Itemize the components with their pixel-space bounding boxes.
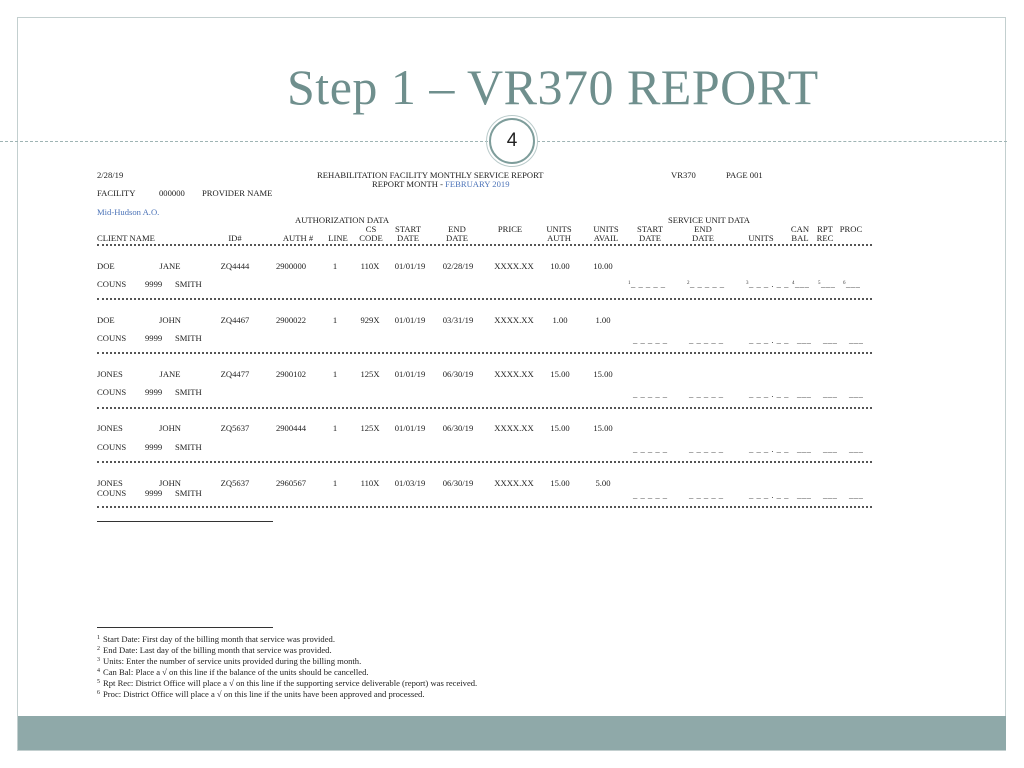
cell-end: 06/30/19 [442, 478, 474, 488]
cell-price: XXXX.XX [494, 261, 534, 271]
col-proc: PROC [839, 224, 863, 234]
blank-can-bal: $^4$___ [792, 279, 810, 289]
blank-can-bal: ___ [797, 389, 812, 399]
end-rule [97, 521, 273, 522]
cell-last: DOE [97, 261, 115, 271]
col-price: PRICE [497, 224, 523, 234]
cell-start: 01/03/19 [394, 478, 426, 488]
cell-price: XXXX.XX [494, 423, 534, 433]
cell-start: 01/01/19 [394, 261, 426, 271]
auth-section-title: AUTHORIZATION DATA [295, 215, 390, 225]
col-can-2: BAL [791, 233, 809, 243]
report-month [372, 180, 510, 189]
cell-auth: 2900022 [275, 315, 307, 325]
blank-start-date: $^1$_ _ _ _ _ [628, 279, 666, 289]
cell-units-avail: 15.00 [593, 423, 613, 433]
office-name: Mid-Hudson A.O. [97, 207, 160, 217]
cell-line: 1 [332, 478, 338, 488]
cell-units-auth: 15.00 [550, 423, 570, 433]
col-su-units: UNITS [748, 233, 774, 243]
cell-couns: COUNS [97, 333, 127, 343]
cell-end: 02/28/19 [442, 261, 474, 271]
blank-proc: ___ [849, 389, 864, 399]
cell-units-auth: 1.00 [552, 315, 568, 325]
cell-last: JONES [97, 423, 123, 433]
report-page: PAGE 001 [726, 170, 763, 180]
facility-label: FACILITY [97, 188, 136, 198]
cell-auth: 2900102 [275, 369, 307, 379]
blank-proc: ___ [849, 335, 864, 345]
footnote [97, 635, 335, 644]
cell-start: 01/01/19 [394, 369, 426, 379]
blank-rpt-rec: ___ [823, 444, 838, 454]
col-auth: AUTH # [282, 233, 314, 243]
blank-can-bal: ___ [797, 444, 812, 454]
cell-price: XXXX.XX [494, 369, 534, 379]
cell-first: JOHN [159, 423, 181, 433]
col-su-end-1: END [694, 224, 712, 234]
blank-can-bal: ___ [797, 490, 812, 500]
separator [97, 352, 872, 356]
col-units-avail-2: AVAIL [593, 233, 619, 243]
blank-units: _ _ _ . _ _ [749, 444, 789, 454]
cell-first: JOHN [159, 478, 181, 488]
cell-first: JANE [159, 261, 181, 271]
separator [97, 407, 872, 411]
cell-couns-name: SMITH [175, 279, 202, 289]
footnote-text: Rpt Rec: District Office will place a √ on this line if the supporting service deliverable (report) was received. [103, 678, 478, 688]
cell-end: 06/30/19 [442, 423, 474, 433]
col-end-1: END [448, 224, 466, 234]
cell-price: XXXX.XX [494, 478, 534, 488]
col-line: LINE [328, 233, 348, 243]
cell-couns-num: 9999 [145, 488, 163, 498]
cell-price: XXXX.XX [494, 315, 534, 325]
separator [97, 244, 872, 248]
col-start-2: DATE [397, 233, 419, 243]
cell-couns-name: SMITH [175, 387, 202, 397]
cell-line: 1 [332, 261, 338, 271]
blank-rpt-rec: $^5$___ [818, 279, 836, 289]
cell-id: ZQ4467 [220, 315, 250, 325]
cell-first: JOHN [159, 315, 181, 325]
divider-right [537, 141, 1007, 142]
cell-auth: 2900444 [275, 423, 307, 433]
blank-start-date: _ _ _ _ _ [633, 490, 668, 500]
col-units-auth-2: AUTH [547, 233, 571, 243]
cell-last: JONES [97, 478, 123, 488]
cell-id: ZQ5637 [220, 478, 250, 488]
blank-units: $^3$_ _ _ . _ _ [746, 279, 789, 289]
cell-auth: 2900000 [275, 261, 307, 271]
footnote-text: Start Date: First day of the billing month that service was provided. [103, 634, 335, 644]
col-su-start-1: START [636, 224, 664, 234]
footnote [97, 668, 369, 677]
blank-start-date: _ _ _ _ _ [633, 444, 668, 454]
slide-number-badge [489, 118, 535, 164]
footnote-number: 5 [97, 679, 100, 685]
report-month-label: REPORT MONTH - [372, 179, 443, 189]
cell-units-auth: 15.00 [550, 369, 570, 379]
blank-end-date: _ _ _ _ _ [689, 490, 724, 500]
footnote-number: 3 [97, 657, 100, 663]
blank-end-date: _ _ _ _ _ [689, 335, 724, 345]
cell-end: 06/30/19 [442, 369, 474, 379]
cell-line: 1 [332, 315, 338, 325]
cell-couns-name: SMITH [175, 333, 202, 343]
cell-end: 03/31/19 [442, 315, 474, 325]
cell-couns: COUNS [97, 442, 127, 452]
cell-first: JANE [159, 369, 181, 379]
col-rpt-2: REC [816, 233, 834, 243]
cell-id: ZQ4477 [220, 369, 250, 379]
blank-units: _ _ _ . _ _ [749, 490, 789, 500]
blank-proc: ___ [849, 490, 864, 500]
footnote-rule [97, 627, 273, 628]
cell-cs: 110X [360, 261, 380, 271]
footnote [97, 690, 424, 699]
blank-units: _ _ _ . _ _ [749, 389, 789, 399]
blank-start-date: _ _ _ _ _ [633, 335, 668, 345]
cell-couns-num: 9999 [145, 387, 163, 397]
bottom-band [18, 716, 1006, 750]
footnote [97, 646, 332, 655]
cell-units-avail: 1.00 [595, 315, 611, 325]
cell-start: 01/01/19 [394, 315, 426, 325]
cell-units-auth: 15.00 [550, 478, 570, 488]
col-start-1: START [394, 224, 422, 234]
blank-can-bal: ___ [797, 335, 812, 345]
cell-couns: COUNS [97, 279, 127, 289]
blank-rpt-rec: ___ [823, 389, 838, 399]
separator [97, 298, 872, 302]
footnote-number: 6 [97, 690, 100, 696]
cell-couns: COUNS [97, 488, 127, 498]
cell-last: JONES [97, 369, 123, 379]
cell-id: ZQ5637 [220, 423, 250, 433]
cell-last: DOE [97, 315, 115, 325]
cell-cs: 110X [360, 478, 380, 488]
col-client-name: CLIENT NAME [97, 233, 155, 243]
blank-end-date: $^2$_ _ _ _ _ [687, 279, 725, 289]
blank-proc: ___ [849, 444, 864, 454]
blank-rpt-rec: ___ [823, 335, 838, 345]
cell-id: ZQ4444 [220, 261, 250, 271]
footnote-text: Units: Enter the number of service units provided during the billing month. [103, 656, 362, 666]
blank-proc: $^6$___ [843, 279, 861, 289]
col-can-1: CAN [790, 224, 810, 234]
report-date: 2/28/19 [97, 170, 124, 180]
cell-line: 1 [332, 369, 338, 379]
cell-couns-num: 9999 [145, 333, 163, 343]
cell-cs: 929X [360, 315, 380, 325]
blank-end-date: _ _ _ _ _ [689, 444, 724, 454]
divider-left [0, 141, 488, 142]
footnote-number: 1 [97, 635, 100, 641]
footnote [97, 679, 477, 688]
cell-couns-num: 9999 [145, 442, 163, 452]
slide-number: 4 [506, 130, 518, 151]
cell-couns: COUNS [97, 387, 127, 397]
col-units-avail-1: UNITS [593, 224, 619, 234]
col-rpt-1: RPT [817, 224, 833, 234]
cell-start: 01/01/19 [394, 423, 426, 433]
separator [97, 506, 872, 510]
cell-cs: 125X [360, 369, 380, 379]
col-su-start-2: DATE [639, 233, 661, 243]
provider-name: PROVIDER NAME [202, 188, 273, 198]
col-cs-2: CODE [359, 233, 383, 243]
footnote-number: 2 [97, 646, 100, 652]
blank-start-date: _ _ _ _ _ [633, 389, 668, 399]
report-id: VR370 [671, 170, 696, 180]
blank-units: _ _ _ . _ _ [749, 335, 789, 345]
cell-cs: 125X [360, 423, 380, 433]
blank-rpt-rec: ___ [823, 490, 838, 500]
col-end-2: DATE [446, 233, 468, 243]
col-su-end-2: DATE [692, 233, 714, 243]
footnote-text: Can Bal: Place a √ on this line if the balance of the units should be cancelled. [103, 667, 369, 677]
service-section-title: SERVICE UNIT DATA [668, 215, 751, 225]
footnote [97, 657, 361, 666]
blank-end-date: _ _ _ _ _ [689, 389, 724, 399]
footnote-text: Proc: District Office will place a √ on this line if the units have been approved and processed. [103, 689, 425, 699]
cell-line: 1 [332, 423, 338, 433]
cell-units-avail: 5.00 [595, 478, 611, 488]
col-id: ID# [228, 233, 242, 243]
cell-couns-name: SMITH [175, 442, 202, 452]
cell-units-auth: 10.00 [550, 261, 570, 271]
footnote-number: 4 [97, 668, 100, 674]
col-units-auth-1: UNITS [546, 224, 572, 234]
footnote-text: End Date: Last day of the billing month that service was provided. [103, 645, 332, 655]
cell-units-avail: 15.00 [593, 369, 613, 379]
col-cs-1: CS [365, 224, 377, 234]
cell-couns-name: SMITH [175, 488, 202, 498]
report-month-value: FEBRUARY 2019 [445, 179, 510, 189]
report-title: REHABILITATION FACILITY MONTHLY SERVICE REPORT [317, 170, 544, 180]
slide-title: Step 1 – VR370 REPORT [287, 59, 819, 115]
separator [97, 461, 872, 465]
cell-units-avail: 10.00 [593, 261, 613, 271]
facility-number: 000000 [159, 188, 185, 198]
cell-couns-num: 9999 [145, 279, 163, 289]
cell-auth: 2960567 [275, 478, 307, 488]
